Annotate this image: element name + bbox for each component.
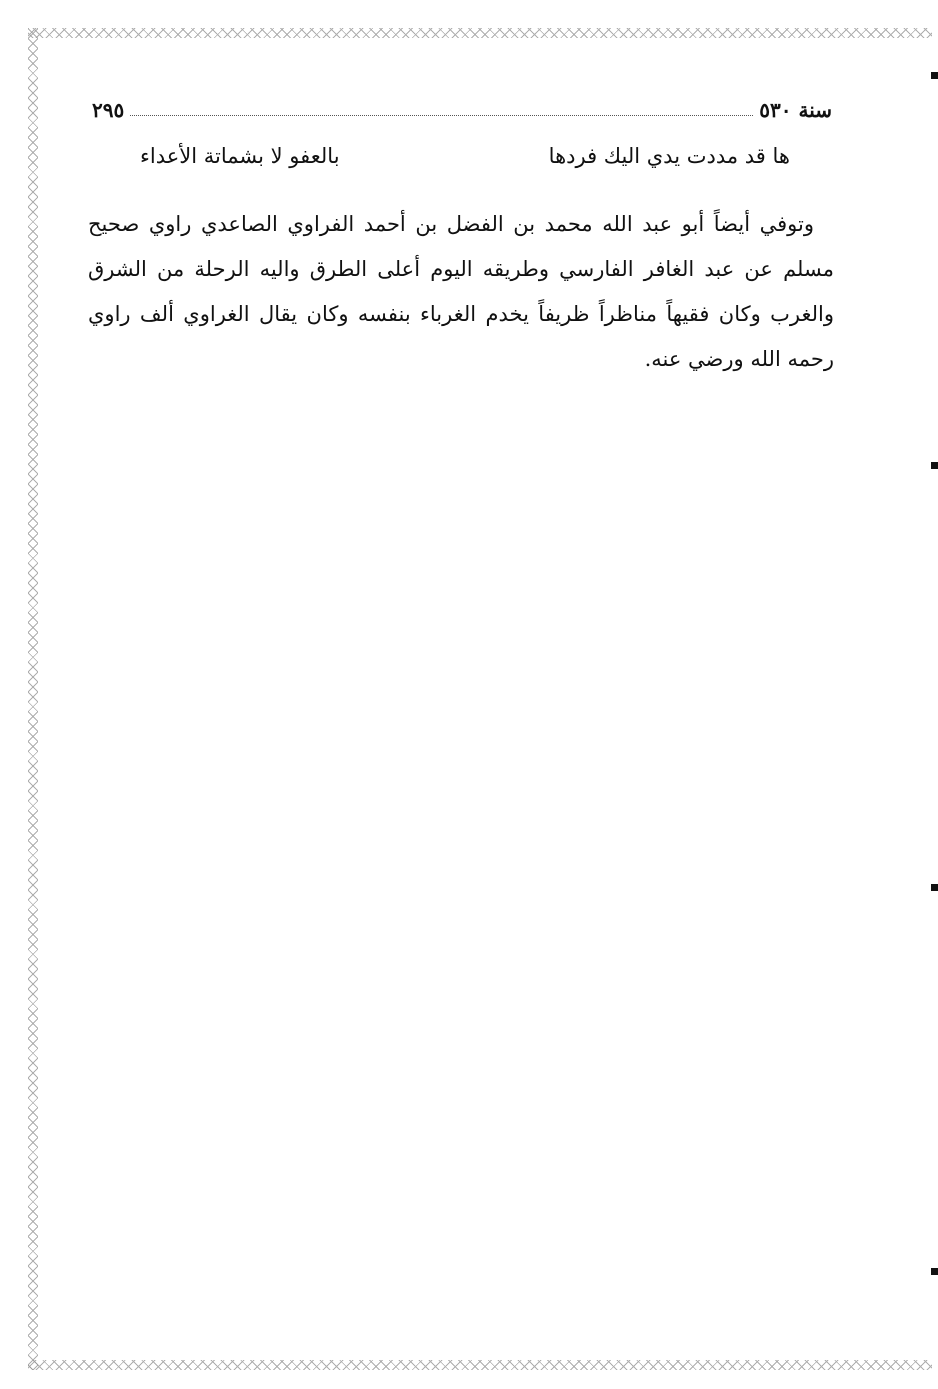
dotted-leader [130,115,753,116]
biography-paragraph: وتوفي أيضاً أبو عبد الله محمد بن الفضل بن أحمد الفراوي الصاعدي راوي صحيح مسلم عن عبد الغافر الفارسي وطريقه اليوم أعلى الطرق واليه الرحلة من الشرق والغرب وكان فقيهاً مناظراً ظريفاً يخدم الغرباء بنفسه وكان يقال الغراوي ألف راوي رحمه الله ورضي عنه. [88,212,834,371]
verse-second-hemistich: بالعفو لا بشماتة الأعداء [140,144,340,168]
verse-first-hemistich: ها قد مددت يدي اليك فردها [548,144,790,168]
year-heading: سنة ٥٣٠ [759,98,832,122]
page-number: ٢٩٥ [92,98,125,122]
scan-edge-mark [931,1268,938,1275]
scan-edge-mark [931,72,938,79]
page-header [92,92,832,122]
poetry-verse [140,144,790,184]
decorative-border-top [28,28,932,38]
main-text [88,202,834,382]
decorative-border-bottom [28,1360,932,1370]
scan-edge-mark [931,462,938,469]
decorative-border-left [28,28,38,1370]
scan-edge-mark [931,884,938,891]
